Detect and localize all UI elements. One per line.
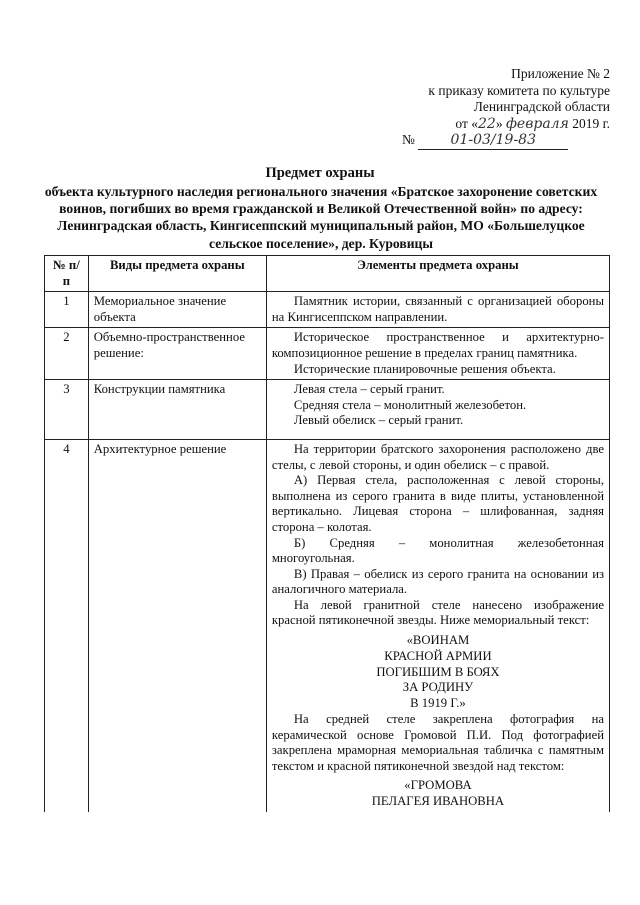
header-kind: Виды предмета охраны: [88, 256, 266, 292]
memorial-inscription-line: «ГРОМОВА: [404, 778, 472, 793]
header-number: № п/п: [45, 256, 89, 292]
table-row: [45, 292, 610, 328]
element-text: А) Первая стела, расположенная с левой стороны, выполнена из серого гранита в виде плиты, установленной вертикально. Лицевая сторона – шлифованная, задняя сторона – колотая.: [271, 473, 604, 534]
page-title: Предмет охраны: [265, 165, 375, 181]
element-text: Б) Средняя – монолитная железобетонная многоугольная.: [271, 535, 604, 566]
order-number: [400, 132, 610, 150]
memorial-inscription-line: В 1919 Г.»: [410, 696, 466, 711]
memorial-inscription-line: «ВОИНАМ: [406, 633, 470, 648]
table-row: [45, 380, 610, 440]
memorial-inscription-line: ПЕЛАГЕЯ ИВАНОВНА: [371, 794, 505, 809]
row-number: 3: [45, 380, 89, 440]
row-number: 4: [45, 439, 89, 812]
element-text: Левая стела – серый гранит.: [293, 382, 445, 397]
row-kind: Архитектурное решение: [88, 439, 266, 812]
row-elements: [266, 292, 609, 328]
date-mid: »: [495, 115, 503, 131]
date-year: 2019 г.: [572, 115, 610, 131]
row-elements: [266, 380, 609, 440]
element-text: Историческое пространственное и архитектурно-композиционное решение в пределах границ памятника.: [271, 330, 604, 360]
order-reference: к приказу комитета по культуре: [428, 82, 610, 98]
object-description: объекта культурного наследия регионального значения «Братское захоронение советских воинов, погибших во время гражданской и Великой Отечественной войн» по адресу: Ленинградская область, Кингисеппский муниципальный район, МО «Большелуцкое сельское поселение», дер. Куровицы: [44, 184, 598, 251]
row-elements: [266, 439, 609, 812]
appendix-header: [400, 66, 610, 150]
date-day-handwritten: 22: [478, 115, 496, 132]
row-kind: Мемориальное значение объекта: [88, 292, 266, 328]
memorial-inscription-line: ПОГИБШИМ В БОЯХ: [376, 664, 500, 679]
row-number: 2: [45, 328, 89, 380]
memorial-inscription-line: ЗА РОДИНУ: [402, 680, 474, 695]
header-elements: Элементы предмета охраны: [266, 256, 609, 292]
row-kind: Объемно-пространственное решение:: [88, 328, 266, 380]
element-text: Исторические планировочные решения объекта.: [293, 361, 556, 376]
appendix-number: Приложение № 2: [511, 66, 610, 81]
element-text: Памятник истории, связанный с организацией обороны на Кингисеппском направлении.: [271, 294, 604, 324]
element-text: На средней стеле закреплена фотография на керамической основе Громовой П.И. Под фотографией закреплена мраморная мемориальная табличка с памятным текстом и красной пятиконечной звездой над текстом:: [271, 712, 604, 773]
table-row: [45, 328, 610, 380]
protection-table: [44, 255, 610, 812]
row-number: 1: [45, 292, 89, 328]
element-text: На территории братского захоронения расположено две стелы, с левой стороны, и один обелиск – с правой.: [271, 441, 604, 472]
row-elements: [266, 328, 609, 380]
number-sign: №: [402, 132, 415, 147]
region-name: Ленинградской области: [473, 99, 610, 114]
element-text: В) Правая – обелиск из серого гранита на основании из аналогичного материала.: [271, 566, 604, 597]
row-kind: Конструкции памятника: [88, 380, 266, 440]
element-text: Средняя стела – монолитный железобетон.: [293, 397, 527, 412]
table-header-row: [45, 256, 610, 292]
memorial-inscription-line: КРАСНОЙ АРМИИ: [384, 648, 492, 663]
element-text: Левый обелиск – серый гранит.: [293, 413, 464, 428]
order-date: [400, 116, 610, 133]
order-number-handwritten: 01-03/19-83: [418, 132, 568, 150]
date-prefix: от «: [455, 115, 479, 131]
date-month-handwritten: февраля: [505, 115, 569, 132]
element-text: На левой гранитной стеле нанесено изображение красной пятиконечной звезды. Ниже мемориальный текст:: [271, 597, 604, 628]
table-row: [45, 439, 610, 812]
